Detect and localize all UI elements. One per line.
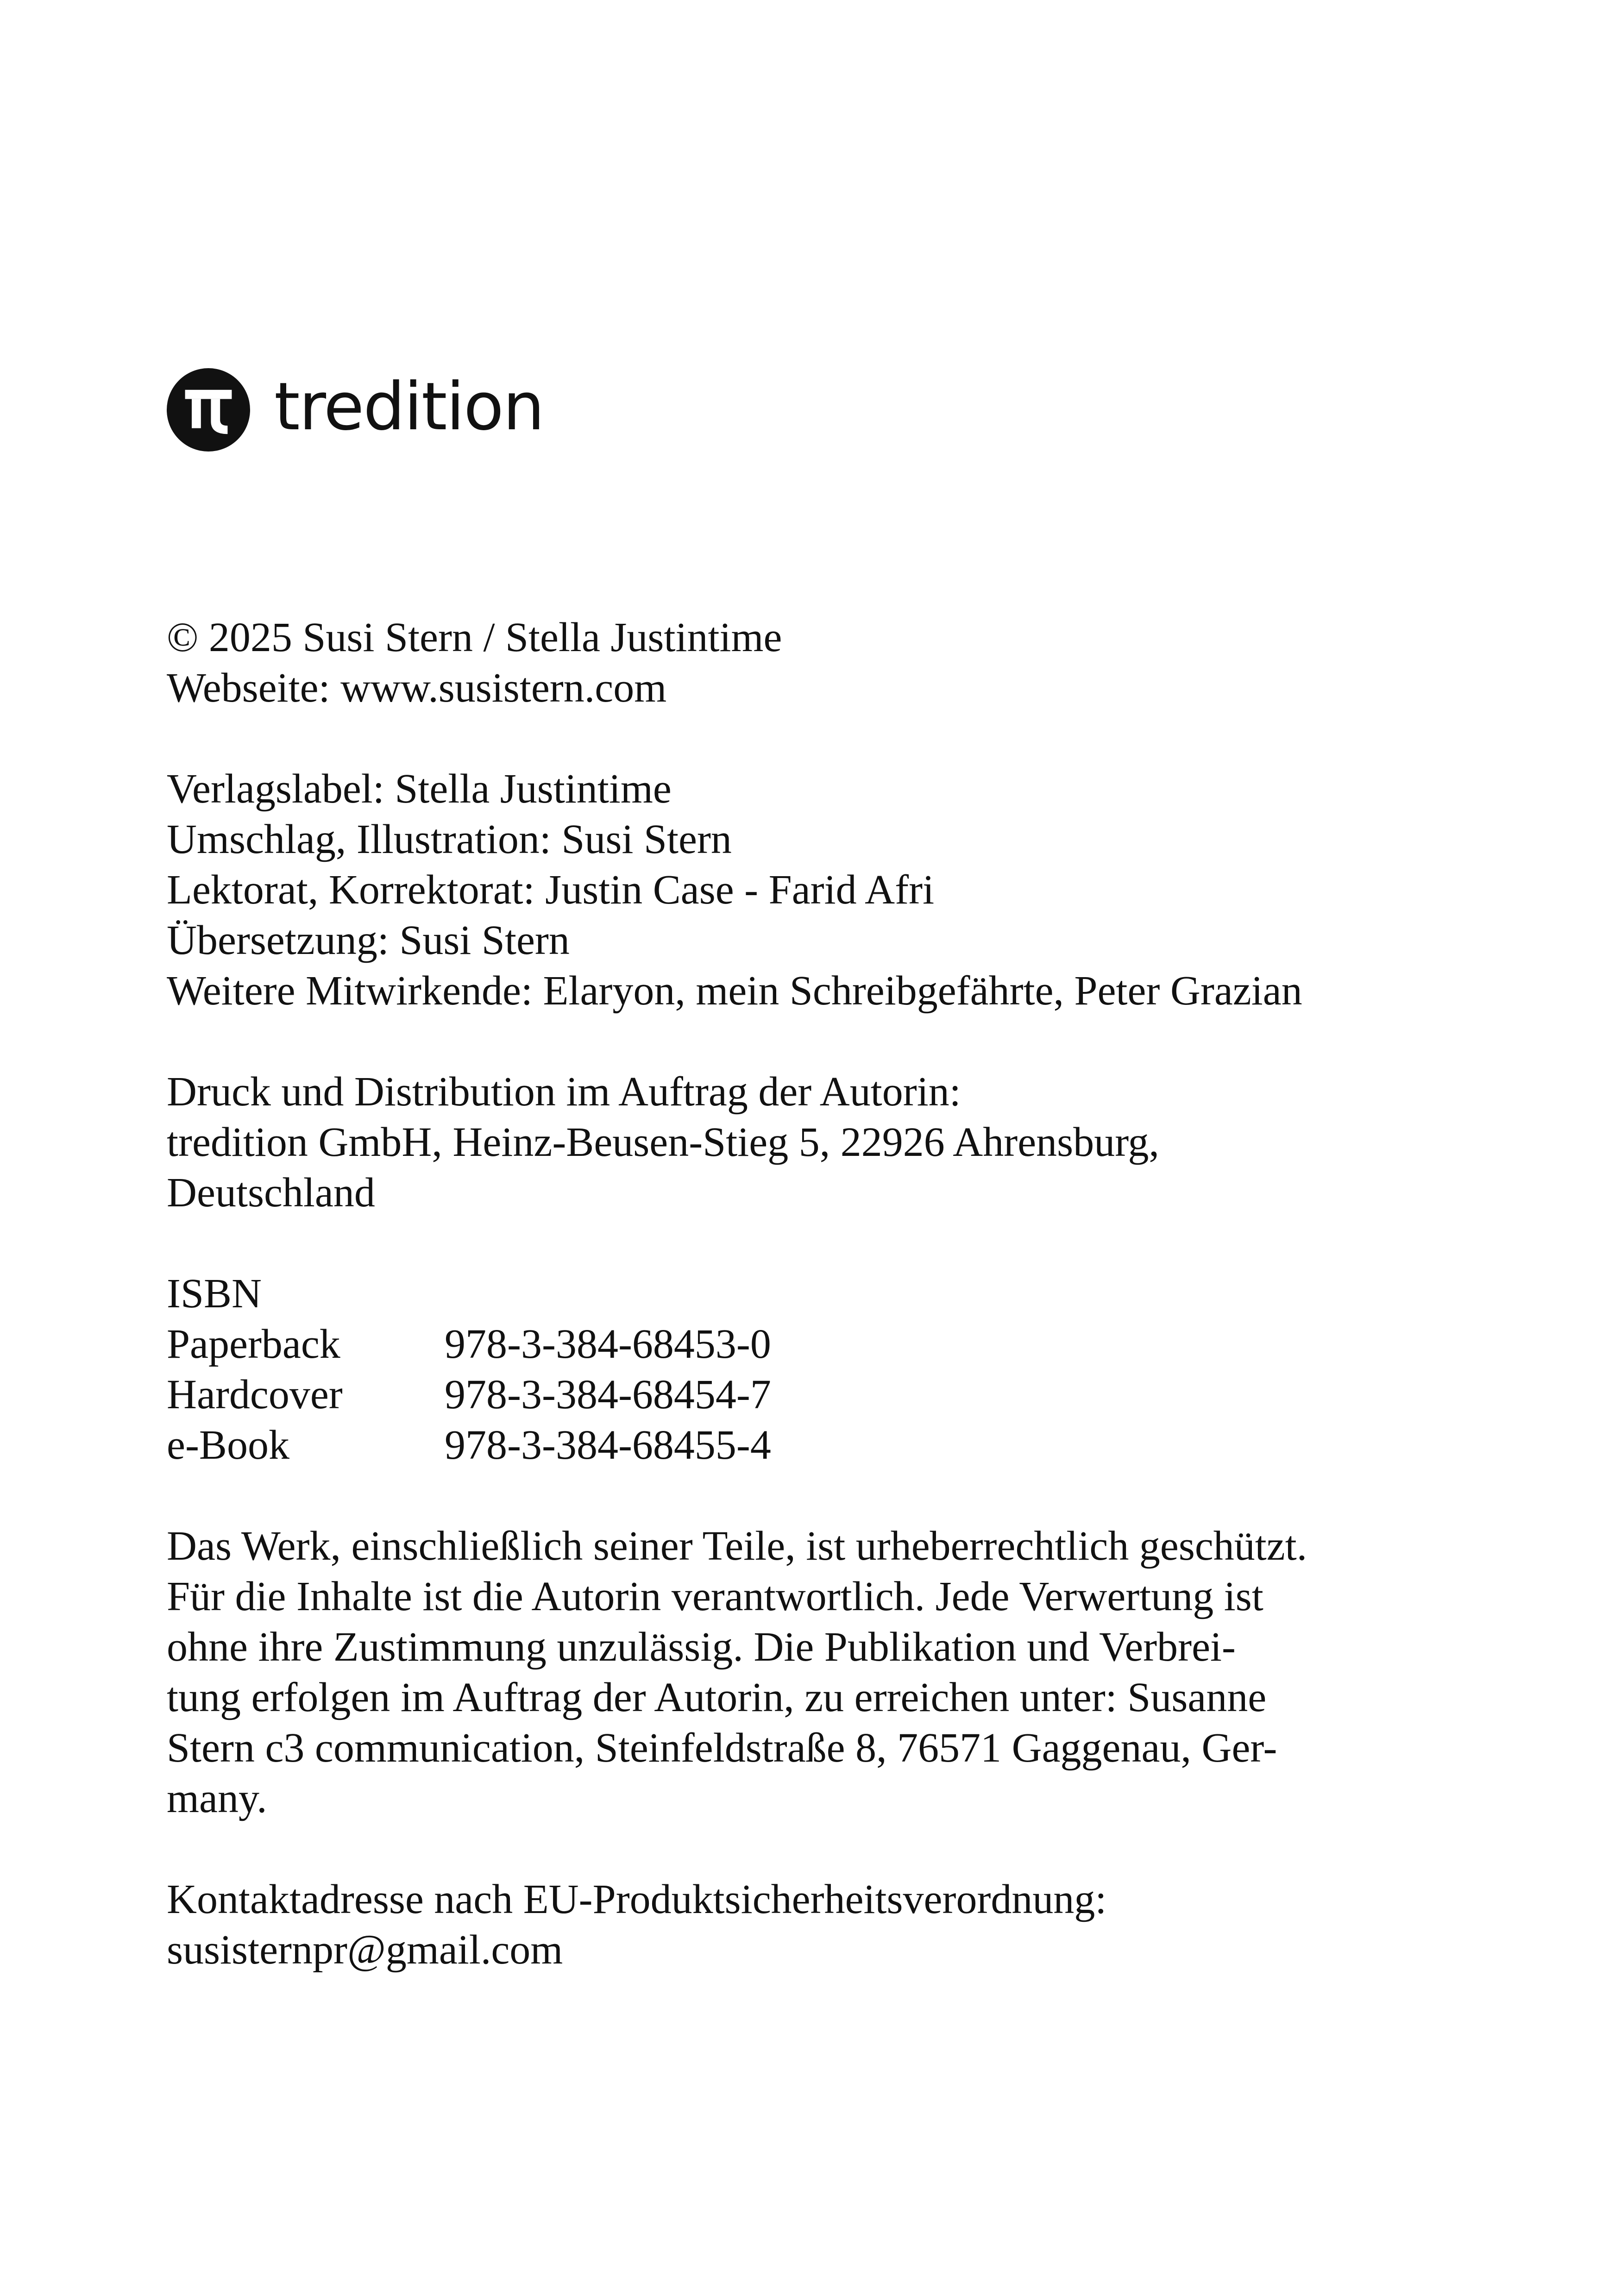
credits-block — [167, 764, 1464, 1016]
printing-line: tredition GmbH, Heinz-Beusen-Stieg 5, 22926 Ahrensburg, — [167, 1119, 1160, 1165]
printing-block — [167, 1066, 1464, 1218]
contact-email: susisternpr@gmail.com — [167, 1927, 563, 1973]
isbn-row — [167, 1420, 1464, 1470]
isbn-block — [167, 1268, 1464, 1470]
printing-line: Druck und Distribution im Auftrag der Autorin: — [167, 1069, 961, 1115]
copyright-block — [167, 612, 1464, 713]
isbn-format: Paperback — [167, 1321, 340, 1367]
legal-line: Stern c3 communication, Steinfeldstraße 8, 76571 Gaggenau, Ger- — [167, 1725, 1277, 1771]
legal-line: tung erfolgen im Auftrag der Autorin, zu erreichen unter: Susanne — [167, 1675, 1267, 1720]
copyright-line: © 2025 Susi Stern / Stella Justintime — [167, 615, 782, 660]
legal-line: many. — [167, 1775, 267, 1821]
tredition-logo-icon — [167, 368, 250, 452]
publisher-logo — [167, 368, 544, 452]
legal-line: ohne ihre Zustimmung unzulässig. Die Publikation und Verbrei- — [167, 1624, 1236, 1670]
isbn-row — [167, 1369, 1464, 1420]
contact-block — [167, 1874, 1464, 1975]
credit-contributors: Weitere Mitwirkende: Elaryon, mein Schreibgefährte, Peter Grazian — [167, 968, 1302, 1014]
website-line: Webseite: www.susistern.com — [167, 665, 667, 711]
credit-translation: Übersetzung: Susi Stern — [167, 917, 570, 963]
isbn-number: 978-3-384-68455-4 — [445, 1422, 771, 1468]
contact-label: Kontaktadresse nach EU-Produktsicherheitsverordnung: — [167, 1876, 1107, 1922]
credit-publisher-label: Verlagslabel: Stella Justintime — [167, 766, 672, 812]
legal-line: Für die Inhalte ist die Autorin verantwortlich. Jede Verwertung ist — [167, 1574, 1263, 1619]
isbn-format: Hardcover — [167, 1372, 343, 1418]
legal-line: Das Werk, einschließlich seiner Teile, ist urheberrechtlich geschützt. — [167, 1523, 1307, 1569]
isbn-heading: ISBN — [167, 1271, 262, 1317]
logo-wordmark: tredition — [274, 369, 544, 445]
credit-cover-illustration: Umschlag, Illustration: Susi Stern — [167, 816, 732, 862]
isbn-row — [167, 1319, 1464, 1369]
printing-line: Deutschland — [167, 1170, 375, 1216]
credit-editing: Lektorat, Korrektorat: Justin Case - Farid Afri — [167, 867, 935, 913]
imprint-text — [167, 612, 1464, 1975]
isbn-number: 978-3-384-68454-7 — [445, 1372, 771, 1418]
isbn-number: 978-3-384-68453-0 — [445, 1321, 771, 1367]
isbn-format: e-Book — [167, 1422, 289, 1468]
legal-notice-block — [167, 1521, 1464, 1824]
